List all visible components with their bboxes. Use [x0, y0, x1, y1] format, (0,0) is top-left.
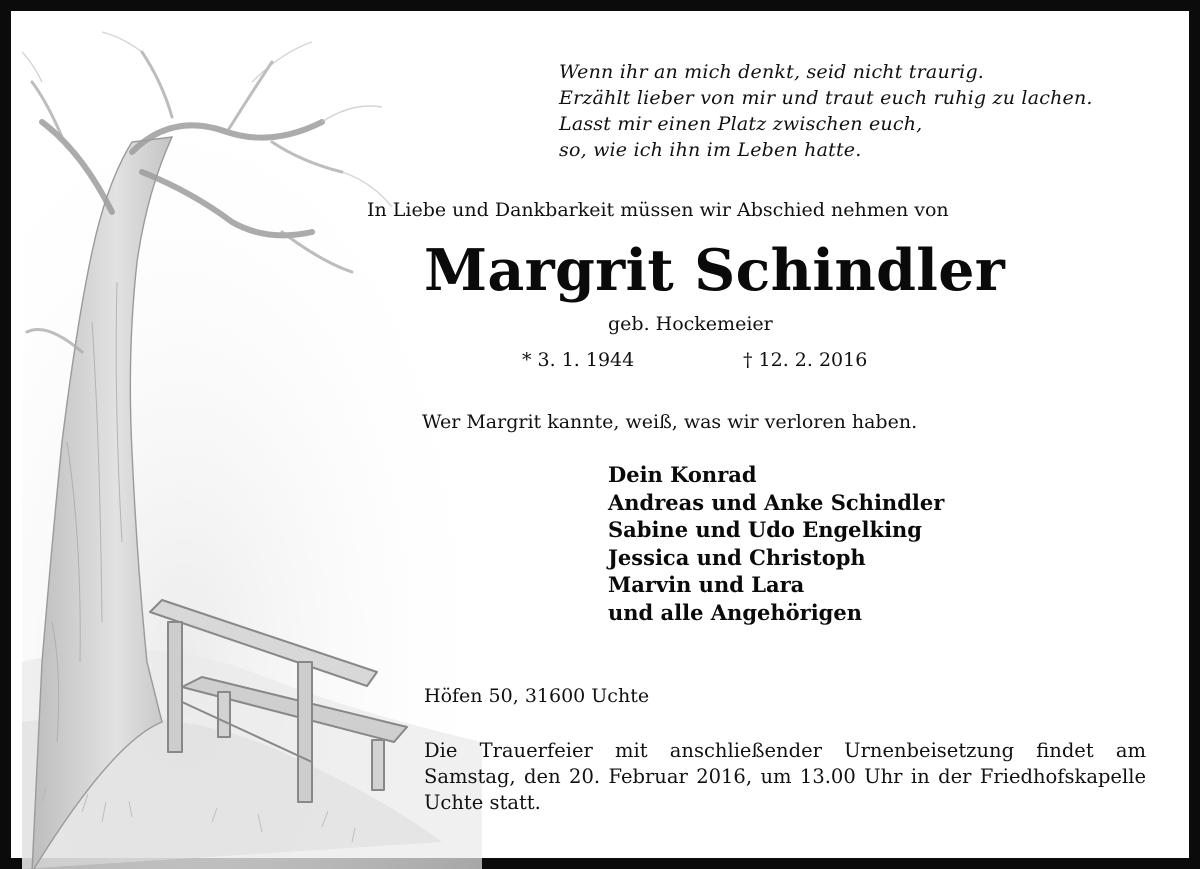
poem — [559, 59, 1093, 163]
family-address: Höfen 50, 31600 Uchte — [424, 685, 650, 707]
birth-date: * 3. 1. 1944 — [522, 349, 635, 371]
mourner: Dein Konrad — [608, 462, 757, 487]
poem-line: Erzählt lieber von mir und traut euch ruhig zu lachen. — [559, 87, 1093, 109]
memorial-quote: Wer Margrit kannte, weiß, was wir verloren haben. — [422, 411, 918, 433]
poem-line: Wenn ihr an mich denkt, seid nicht traurig. — [559, 61, 985, 83]
funeral-service-details: Die Trauerfeier mit anschließender Urnenbeisetzung findet am Samstag, den 20. Februar 2016, um 13.00 Uhr in der Friedhofskapelle Uchte statt. — [424, 739, 1146, 814]
mourners-list — [608, 461, 944, 626]
death-date: † 12. 2. 2016 — [743, 349, 868, 371]
maiden-name: geb. Hockemeier — [608, 313, 773, 335]
tree-and-bench-illustration — [22, 22, 482, 869]
intro-text: In Liebe und Dankbarkeit müssen wir Abschied nehmen von — [367, 199, 949, 221]
mourner: Sabine und Udo Engelking — [608, 517, 922, 542]
mourner: Andreas und Anke Schindler — [608, 489, 945, 515]
mourner: und alle Angehörigen — [608, 599, 862, 625]
mourner: Jessica und Christoph — [608, 544, 866, 570]
deceased-name: Margrit Schindler — [424, 237, 1006, 304]
mourner: Marvin und Lara — [608, 572, 805, 597]
poem-line: Lasst mir einen Platz zwischen euch, — [559, 113, 923, 135]
poem-line: so, wie ich ihn im Leben hatte. — [559, 139, 862, 161]
